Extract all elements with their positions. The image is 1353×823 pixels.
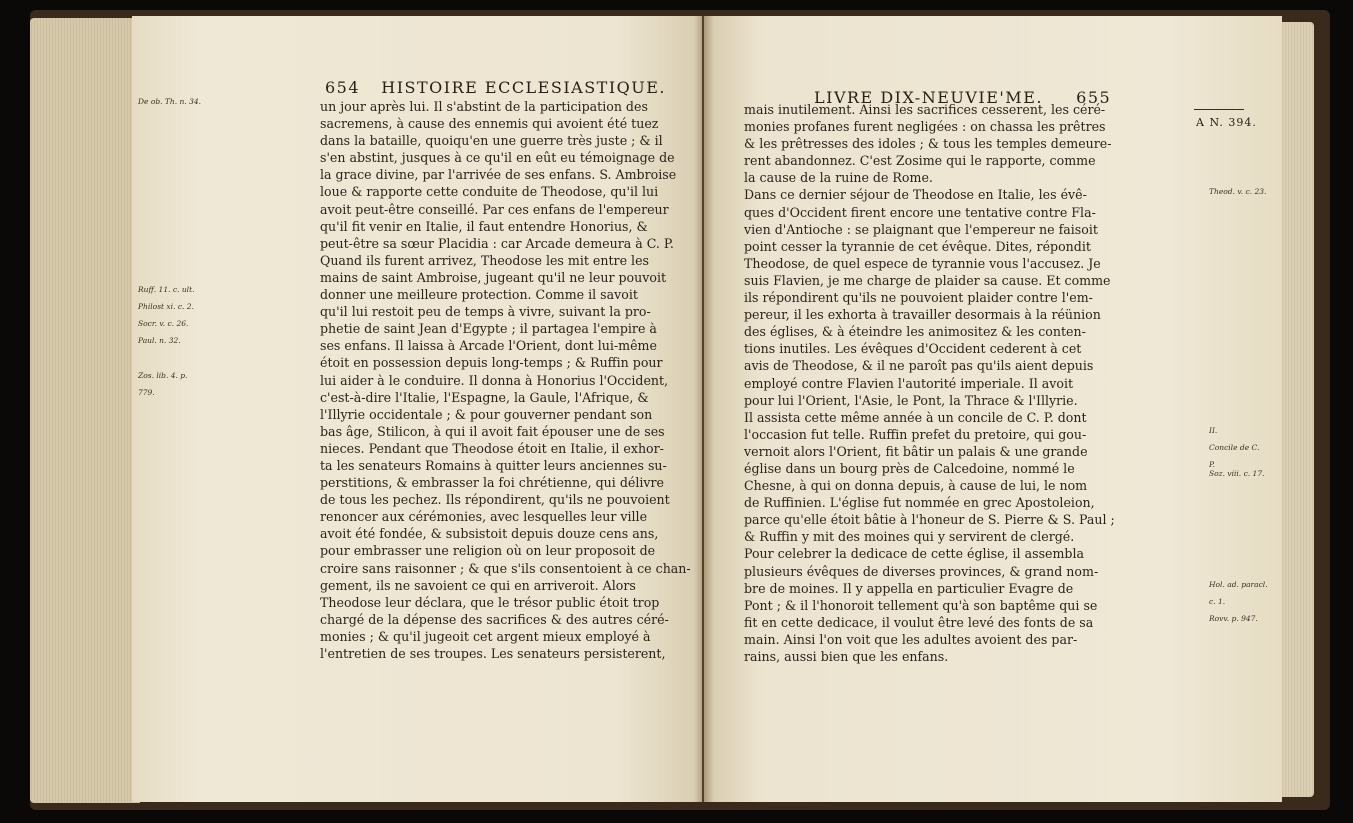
left-text-line: de tous les pechez. Ils répondirent, qu'ils ne pouvoient xyxy=(320,492,670,508)
left-text-line: peut-être sa sœur Placidia : car Arcade demeura à C. P. xyxy=(320,235,674,251)
right-margin-note: Hol. ad. paracl. xyxy=(1209,579,1268,589)
right-text-line: plusieurs évêques de diverses provinces, & grand nom- xyxy=(744,563,1099,579)
left-text-line: monies ; & qu'il jugeoit cet argent mieux employé à xyxy=(320,628,651,644)
right-text-line: vien d'Antioche : se plaignant que l'empereur ne faisoit xyxy=(744,221,1098,237)
gutter-shadow xyxy=(694,16,714,802)
right-text-line: bre de moines. Il y appella en particulier Evagre de xyxy=(744,580,1074,596)
right-margin-notes xyxy=(1209,101,1279,701)
right-text-line: église dans un bourg près de Calcedoine, nommé le xyxy=(744,460,1075,476)
left-text-line: l'Illyrie occidentale ; & pour gouverner pendant son xyxy=(320,406,653,422)
right-text-line: avis de Theodose, & il ne paroît pas qu'ils aient depuis xyxy=(744,358,1094,374)
left-margin-note: Ruff. 11. c. ult. xyxy=(138,285,195,295)
right-page xyxy=(704,16,1282,802)
left-text-line: ses enfans. Il laissa à Arcade l'Orient, dont lui-même xyxy=(320,338,657,354)
right-text-line: Pour celebrer la dedicace de cette église, il assembla xyxy=(744,546,1085,562)
right-text-line: & les prêtresses des idoles ; & tous les temples demeure- xyxy=(744,136,1112,152)
left-text-line: avoit été fondée, & subsistoit depuis douze cens ans, xyxy=(320,526,659,542)
left-title: HISTOIRE ECCLESIASTIQUE. xyxy=(381,78,667,97)
left-text-line: renoncer aux cérémonies, avec lesquelles leur ville xyxy=(320,509,648,525)
left-text-line: bas âge, Stilicon, à qui il avoit fait épouser une de ses xyxy=(320,423,665,439)
left-running-head xyxy=(325,78,666,97)
left-text-line: avoit peut-être conseillé. Par ces enfans de l'empereur xyxy=(320,201,669,217)
left-margin-note: De ob. Th. n. 34. xyxy=(138,97,202,106)
right-text-line: de Ruffinien. L'église fut nommée en grec Apostoleion, xyxy=(744,495,1095,511)
right-text-line: rains, aussi bien que les enfans. xyxy=(744,649,949,664)
right-title: LIVRE DIX-NEUVIE'ME. xyxy=(814,88,1043,107)
right-text-line: & Ruffin y mit des moines qui y servirent de clergé. xyxy=(744,529,1075,545)
left-text-line: perstitions, & embrasser la foi chrétienne, qui délivre xyxy=(320,475,664,491)
left-text-line: pour embrasser une religion où on leur proposoit de xyxy=(320,543,656,559)
right-text-line: ques d'Occident firent encore une tentative contre Fla- xyxy=(744,204,1096,220)
left-text-line: chargé de la dépense des sacrifices & des autres céré- xyxy=(320,611,669,627)
right-text-line: suis Flavien, je me charge de plaider sa cause. Et comme xyxy=(744,272,1111,288)
left-text-line: donner une meilleure protection. Comme il savoit xyxy=(320,287,638,303)
right-text-line: main. Ainsi l'on voit que les adultes avoient des par- xyxy=(744,631,1078,647)
right-body-text xyxy=(744,101,1115,665)
page-edges-right xyxy=(1278,22,1314,797)
left-text-line: dans la bataille, quoiqu'en une guerre très juste ; & il xyxy=(320,133,663,149)
left-margin-note: Socr. v. c. 26. xyxy=(138,319,189,329)
right-text-line: la cause de la ruine de Rome. xyxy=(744,170,933,186)
left-text-line: étoit en possession depuis long-temps ; & Ruffin pour xyxy=(320,355,663,371)
left-text-line: la grace divine, par l'arrivée de ses enfans. S. Ambroise xyxy=(320,167,677,183)
left-page xyxy=(132,16,702,802)
left-text-line: Theodose leur déclara, que le trésor public étoit trop xyxy=(320,594,660,610)
left-text-line: nieces. Pendant que Theodose étoit en Italie, il exhor- xyxy=(320,440,664,456)
left-margin-note: 779. xyxy=(138,387,155,397)
right-text-line: pour lui l'Orient, l'Asie, le Pont, la Thrace & l'Illyrie. xyxy=(744,392,1078,408)
right-text-line: des églises, & à éteindre les animositez & les conten- xyxy=(744,324,1086,340)
right-text-line: fit en cette dedicace, il voulut être levé des fonts de sa xyxy=(744,614,1094,630)
page-edges-left xyxy=(30,18,140,803)
right-text-line: parce qu'elle étoit bâtie à l'honeur de S. Pierre & S. Paul ; xyxy=(744,512,1115,528)
right-margin-note: Concile de C. xyxy=(1209,443,1260,452)
left-text-line: qu'il lui restoit peu de temps à vivre, suivant la pro- xyxy=(320,304,651,320)
left-text-line: loue & rapporte cette conduite de Theodose, qu'il lui xyxy=(320,184,659,200)
left-margin-note: Paul. n. 32. xyxy=(138,336,181,346)
right-text-line: ils répondirent qu'ils ne pouvoient plaider contre l'em- xyxy=(744,290,1093,306)
left-text-line: gement, ils ne savoient ce qui en arriveroit. Alors xyxy=(320,577,636,593)
left-margin-note: Philost xi. c. 2. xyxy=(138,302,194,312)
left-text-line: sacremens, à cause des ennemis qui avoient été tuez xyxy=(320,116,659,132)
right-text-line: Chesne, à qui on donna depuis, à cause de lui, le nom xyxy=(744,478,1088,494)
right-margin-note: Theod. v. c. 23. xyxy=(1209,186,1267,196)
left-text-line: l'entretien de ses troupes. Les senateurs persisterent, xyxy=(320,646,666,661)
right-text-line: Dans ce dernier séjour de Theodose en Italie, les évê- xyxy=(744,187,1087,203)
right-text-line: employé contre Flavien l'autorité imperiale. Il avoit xyxy=(744,375,1074,391)
right-margin-note: Rovv. p. 947. xyxy=(1209,614,1258,623)
right-text-line: monies profanes furent negligées : on chassa les prêtres xyxy=(744,119,1106,135)
right-text-line: Theodose, de quel espece de tyrannie vous l'accusez. Je xyxy=(744,255,1101,271)
right-text-line: Pont ; & il l'honoroit tellement qu'à son baptême qui se xyxy=(744,597,1098,613)
right-page-number: 655 xyxy=(1076,88,1112,107)
left-text-line: Quand ils furent arrivez, Theodose les mit entre les xyxy=(320,252,649,268)
year-label: A N. 394. xyxy=(1196,116,1257,129)
left-text-line: qu'il fit venir en Italie, il faut entendre Honorius, & xyxy=(320,218,648,234)
right-text-line: l'occasion fut telle. Ruffin prefet du pretoire, qui gou- xyxy=(744,426,1087,442)
left-body-text xyxy=(320,98,691,662)
left-margin-note: Zos. lib. 4. p. xyxy=(138,370,188,380)
right-margin-note: c. 1. xyxy=(1209,596,1226,606)
left-text-line: c'est-à-dire l'Italie, l'Espagne, la Gaule, l'Afrique, & xyxy=(320,389,649,405)
right-text-line: rent abandonnez. C'est Zosime qui le rapporte, comme xyxy=(744,153,1096,169)
left-page-number: 654 xyxy=(325,78,361,97)
right-text-line: vernoit alors l'Orient, fit bâtir un palais & une grande xyxy=(744,443,1088,459)
right-margin-note: II. xyxy=(1209,425,1218,435)
left-margin-notes xyxy=(138,97,202,697)
left-text-line: phetie de saint Jean d'Egypte ; il partagea l'empire à xyxy=(320,321,657,337)
left-text-line: un jour après lui. Il s'abstint de la participation des xyxy=(320,99,648,114)
right-text-line: pereur, il les exhorta à travailler desormais à la réünion xyxy=(744,307,1101,323)
right-text-line: tions inutiles. Les évêques d'Occident cederent à cet xyxy=(744,341,1082,357)
right-margin-note: Soz. viii. c. 17. xyxy=(1209,469,1265,479)
left-text-line: mains de saint Ambroise, jugeant qu'il ne leur pouvoit xyxy=(320,269,667,285)
right-text-line: point cesser la tyrannie de cet évêque. Dites, répondit xyxy=(744,238,1091,254)
left-text-line: s'en abstint, jusques à ce qu'il en eût eu témoignage de xyxy=(320,150,675,166)
left-text-line: ta les senateurs Romains à quitter leurs anciennes su- xyxy=(320,457,667,473)
right-margin-note: P. xyxy=(1209,460,1215,470)
right-text-line: mais inutilement. Ainsi les sacrifices cesserent, les céré- xyxy=(744,102,1106,117)
right-text-line: Il assista cette même année à un concile de C. P. dont xyxy=(744,409,1087,425)
left-text-line: croire sans raisonner ; & que s'ils consentoient à ce chan- xyxy=(320,560,691,576)
left-text-line: lui aider à le conduire. Il donna à Honorius l'Occident, xyxy=(320,372,669,388)
